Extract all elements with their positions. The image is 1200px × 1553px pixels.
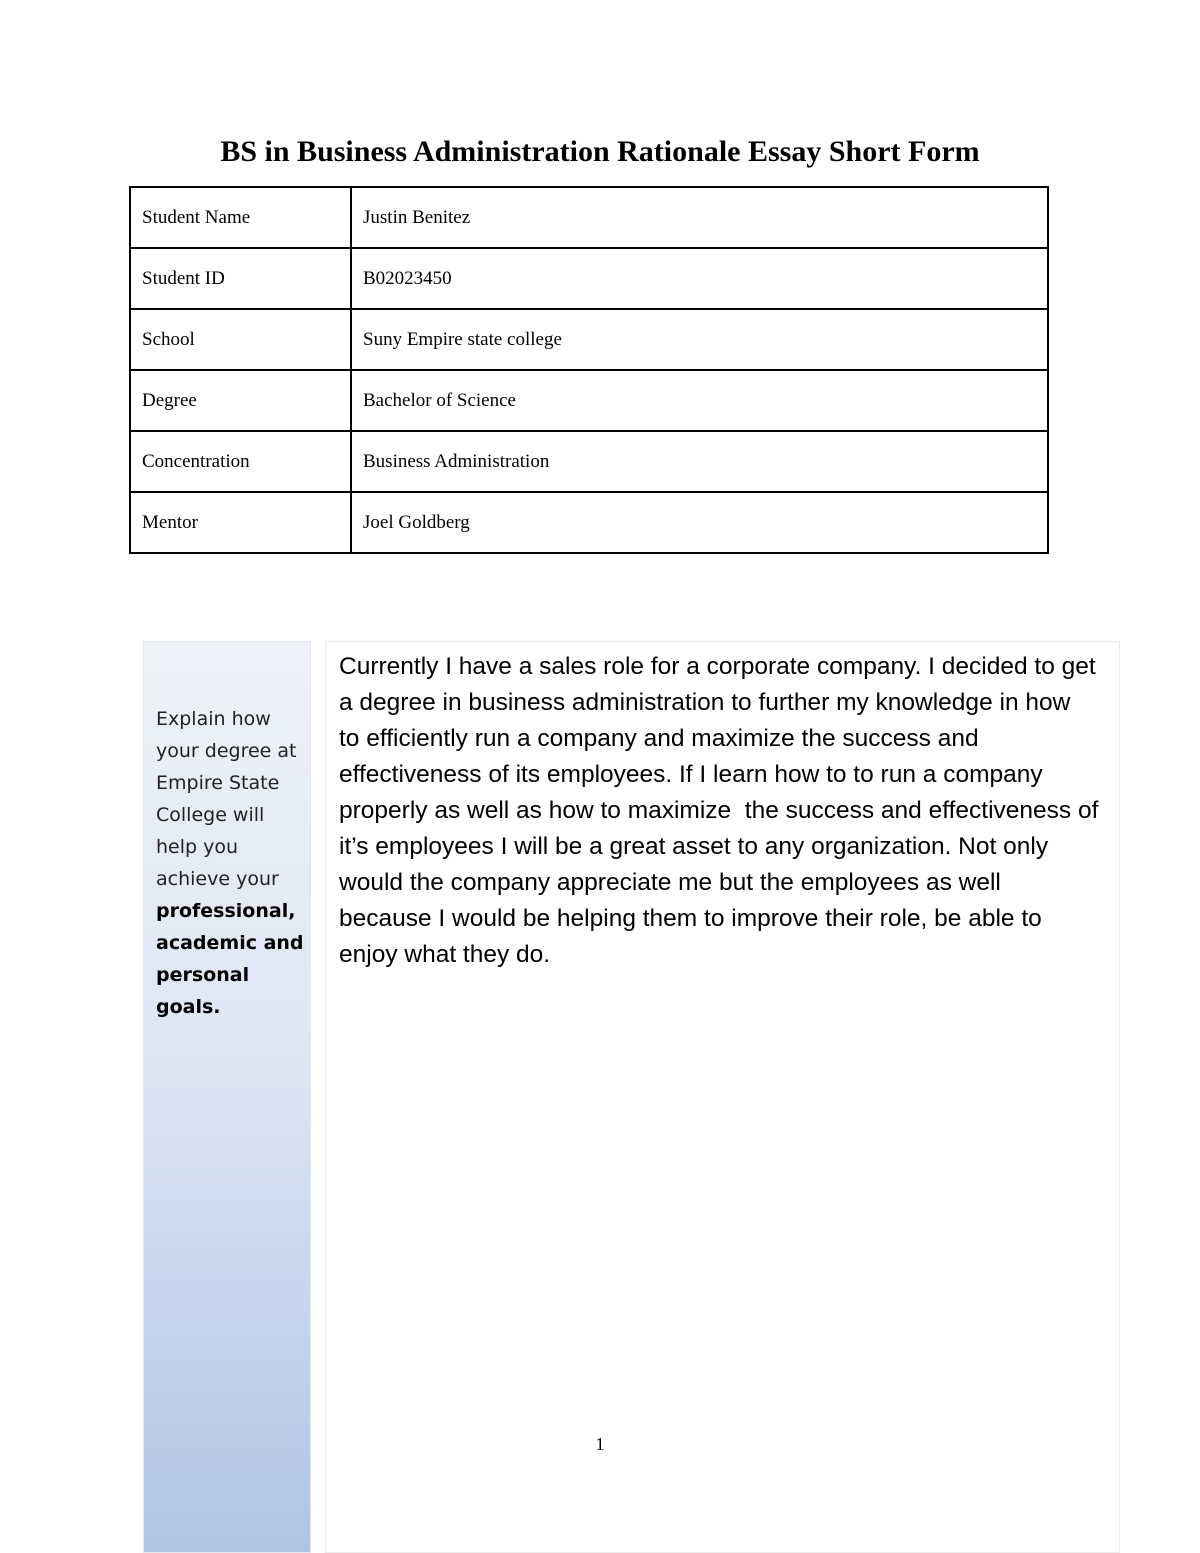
table-row <box>130 309 1048 370</box>
prompt-emphasis: professional, academic and personal goals. <box>156 900 304 1018</box>
prompt-sidebar <box>143 641 311 1553</box>
concentration-value: Business Administration <box>351 431 1048 492</box>
table-row <box>130 187 1048 248</box>
student-info-table <box>129 186 1049 554</box>
school-label: School <box>130 309 351 370</box>
page-number: 1 <box>595 1434 605 1454</box>
student-id-value: B02023450 <box>351 248 1048 309</box>
student-name-label: Student Name <box>130 187 351 248</box>
table-row <box>130 431 1048 492</box>
school-value: Suny Empire state college <box>351 309 1048 370</box>
student-id-label: Student ID <box>130 248 351 309</box>
table-row <box>130 492 1048 553</box>
essay-body: Currently I have a sales role for a corporate company. I decided to get a degree in business administration to further my knowledge in how to efficiently run a company and maximize the success and effectiveness of its employees. If I learn how to to run a company properly as well as how to maximize the success and effectiveness of it’s employees I will be a great asset to any organization. Not only would the company appreciate me but the employees as well because I would be helping them to improve their role, be able to enjoy what they do. <box>339 653 1106 968</box>
degree-value: Bachelor of Science <box>351 370 1048 431</box>
document-title: BS in Business Administration Rationale Essay Short Form <box>220 135 980 168</box>
student-name-value: Justin Benitez <box>351 187 1048 248</box>
prompt-question: Explain how your degree at Empire State College will help you achieve your <box>156 708 297 890</box>
prompt-text <box>156 703 308 1023</box>
mentor-value: Joel Goldberg <box>351 492 1048 553</box>
table-row <box>130 248 1048 309</box>
mentor-label: Mentor <box>130 492 351 553</box>
degree-label: Degree <box>130 370 351 431</box>
essay-text-area[interactable] <box>325 641 1120 1553</box>
concentration-label: Concentration <box>130 431 351 492</box>
table-row <box>130 370 1048 431</box>
